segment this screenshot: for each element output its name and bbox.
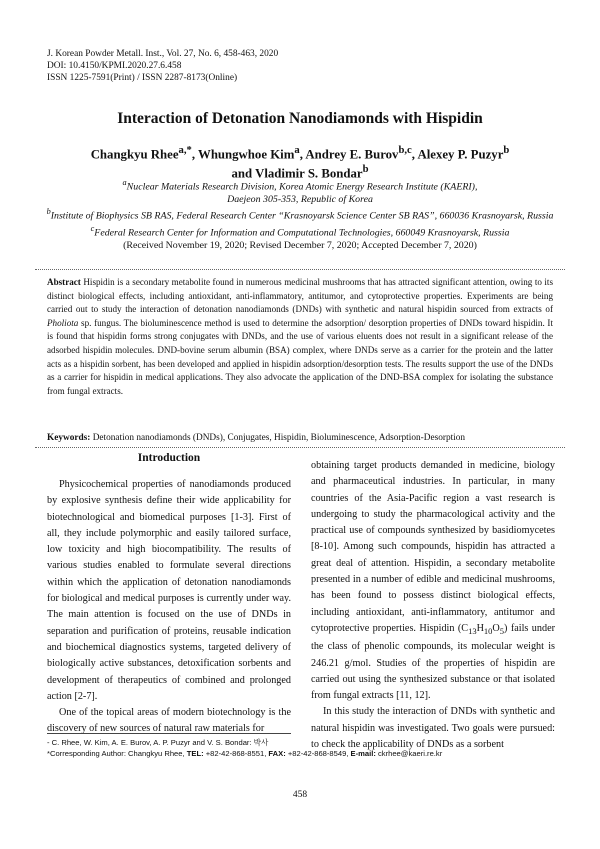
- footnote-divider: [47, 733, 291, 734]
- corresponding-author: *Corresponding Author: Changkyu Rhee, TEL: +82-42-868-8551, FAX: +82-42-868-8549, E-mail: ckrhee@kaeri.re.kr: [47, 749, 443, 758]
- author-affil-mark: b: [362, 164, 369, 176]
- author-list: Changkyu Rhee$^{a,*}$, Whungwhoe Kim$^a$, Andrey E. Burov$^{b,c}$, Alexey P. Puzyr$^b$ and Vladimir S. Bondar$^b$: [90, 145, 510, 181]
- author-affil-mark: b: [503, 145, 510, 156]
- author-name: and Vladimir S. Bondar: [231, 166, 363, 181]
- author-name: Changkyu Rhee: [90, 147, 179, 162]
- divider: [35, 447, 565, 448]
- affiliation-b: Institute of Biophysics SB RAS, Federal Research Center “Krasnoyarsk Science Center SB RAS”, 660036 Krasnoyarsk, Russia: [50, 210, 554, 222]
- paragraph: obtaining target products demanded in medicine, biology and pharmaceutical industries. In particular, in many countries of the Asia-Pacific region a vast research is undergoing to study the pharmacological activity and the practical use of compounds synthesized by basidiomycetes [8-10]. Among such compounds, hispidin has attracted a great deal of attention. Hispidin, a secondary metabolite presented in a number of edible and medicinal mushrooms, has been found to possess distinct biological effects, including antioxidant, anti-inflammatory, antitumor and cytoprotective properties. Hispidin $(C_{13}H_{10}O_5)$ fails under the class of phenolic compounds, its molecular weight is 246.21 g/mol. Studies of the properties of hispidin are carried out using the synthesized substance or that isolated from fungal extracts [11, 12].: [311, 460, 555, 702]
- doi: DOI: 10.4150/KPMI.2020.27.6.458: [47, 61, 182, 71]
- body-column-right: [311, 458, 555, 753]
- affiliation-c: Federal Research Center for Information and Computational Technologies, 660049 Krasnoyarsk, Russia: [94, 227, 510, 239]
- section-heading: Introduction: [137, 452, 201, 464]
- author-affil-mark: b,c: [398, 145, 412, 156]
- page-number: 458: [292, 790, 308, 800]
- divider: [35, 269, 565, 270]
- abstract-label: Abstract: [47, 277, 81, 287]
- affiliation-a-address: Daejeon 305-353, Republic of Korea: [227, 193, 373, 205]
- received-dates: (Received November 19, 2020; Revised December 7, 2020; Accepted December 7, 2020): [123, 240, 477, 252]
- author-name: Alexey P. Puzyr: [417, 147, 504, 162]
- abstract: Abstract Hispidin is a secondary metabolite found in numerous medicinal mushrooms that has attracted significant attention, owing to its distinct biological effects, including antioxidant, anti-inflammatory, antitumor, and cytoprotective properties. Experiments are being carried out to study the interaction of detonation nanodiamonds (DNDs) with synthetic and natural hispidin sourced from extracts of Pholiota sp. fungus. The bioluminescence method is used to determine the adsorption/ desorption properties of DNDs toward hispidin. It is found that hispidin forms strong conjugates with DNDs, and the use of various eluents does not result in a significant release of the adsorbed hispidin molecules. DND-bovine serum albumin (BSA) complex, where DNDs serve as a carrier for the protein and the latter acts as a hispidin sorbent, has been developed and applied in hispidin adsorption/desorption tests. The results support the use of the DNDs as a carrier for hispidin in medical applications. They also advocate the application of the DND-BSA complex for isolating the substance from fungal extracts.: [47, 277, 553, 396]
- journal-citation: J. Korean Powder Metall. Inst., Vol. 27, No. 6, 458-463, 2020: [47, 49, 279, 59]
- author-footnote: - C. Rhee, W. Kim, A. E. Burov, A. P. Puzyr and V. S. Bondar: 박사: [47, 738, 269, 747]
- journal-header: [47, 48, 278, 84]
- keywords-label: Keywords:: [47, 433, 91, 443]
- affiliations: $^a$Nuclear Materials Research Division, Korea Atomic Energy Research Institute (KAERI), Daejeon 305-353, Republic of Korea $^b$Institute of Biophysics SB RAS, Federal Research Center “Krasnoyarsk Science Center SB RAS”, 660036 Krasnoyarsk, Russia $^c$Federal Research Center for Information and Computational Technologies, 660049 Krasnoyarsk, Russia (Received November 19, 2020; Revised December 7, 2020; Accepted December 7, 2020): [0, 177, 600, 253]
- affiliation-a: Nuclear Materials Research Division, Korea Atomic Energy Research Institute (KAERI),: [126, 181, 478, 193]
- keywords: Keywords: Detonation nanodiamonds (DNDs), Conjugates, Hispidin, Bioluminescence, Adsorption-Desorption: [47, 433, 466, 443]
- email-address: ckrhee@kaeri.re.kr: [375, 749, 443, 758]
- paragraph: One of the topical areas of modern biotechnology is the discovery of new sources of natural raw materials for: [47, 707, 291, 735]
- body-column-left: [47, 477, 291, 738]
- paragraph: Physicochemical properties of nanodiamonds produced by explosive synthesis define their wide applicability for biotechnological and biomedical purposes [1-3]. First of all, they include polymorphic and easily tailored surface, low toxicity and high biocompatibility. The results of various studies enabled to formulate several directions within which the application of detonation nanodiamonds for biological and medical purposes is currently under way. The main attention is focused on the use of DNDs in separation and purification of proteins, reusable indication and biochemical diagnostics systems, targeted delivery of biologically active substances, detoxification sorbents and development of therapeutics of combined and prolonged action [2-7].: [47, 479, 291, 702]
- issn: ISSN 1225-7591(Print) / ISSN 2287-8173(Online): [47, 73, 238, 83]
- author-name: Whungwhoe Kim: [198, 147, 295, 162]
- paper-title: Interaction of Detonation Nanodiamonds with Hispidin: [117, 110, 483, 127]
- author-name: Andrey E. Burov: [305, 147, 399, 162]
- author-affil-mark: a,*: [178, 145, 192, 156]
- author-affil-mark: a: [294, 145, 300, 156]
- paragraph: In this study the interaction of DNDs with synthetic and natural hispidin was investigated. Two goals were pursued: to check the applicability of DNDs as a sorbent: [311, 706, 555, 751]
- footnotes: [47, 737, 442, 759]
